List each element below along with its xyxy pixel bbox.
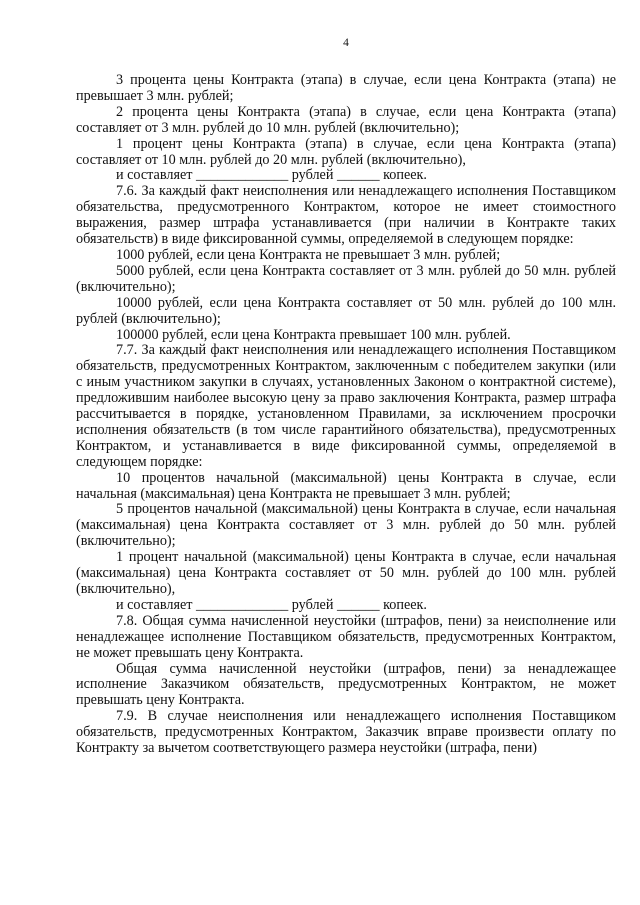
paragraph: и составляет _____________ рублей ______ копеек. [116, 596, 427, 613]
paragraph: Общая сумма начисленной неустойки (штрафов, пени) за ненадлежащее исполнение Заказчиком обязательств, предусмотренных Контрактом, не может превышать цену Контракта. [76, 660, 616, 709]
paragraph: 5 процентов начальной (максимальной) цены Контракта в случае, если начальная (максимальная) цена Контракта составляет от 3 млн. рублей до 50 млн. рублей (включительно); [76, 501, 616, 550]
paragraph: 1 процент начальной (максимальной) цены Контракта в случае, если начальная (максимальная) цена Контракта составляет от 50 млн. рублей до 100 млн. рублей (включительно), [76, 549, 616, 597]
paragraph: 2 процента цены Контракта (этапа) в случае, если цена Контракта (этапа) составляет от 3 млн. рублей до 10 млн. рублей (включительно); [76, 103, 616, 136]
paragraph: и составляет _____________ рублей ______ копеек. [116, 167, 427, 184]
paragraph: 7.7. За каждый факт неисполнения или ненадлежащего исполнения Поставщиком обязательств, предусмотренных Контрактом, заключенным с победителем закупки (или с иным участником закупки в случаях, установленных Законом о контрактной системе), предложившим наиболее высокую цену за право заключения Контракта, размер штрафа рассчитывается в порядке, установленном Правилами, за исключением просрочки исполнения обязательств (в том числе гарантийного обязательства), предусмотренных Контрактом, и устанавливается в виде фиксированной суммы, определяемой в следующем порядке: [76, 342, 616, 470]
paragraph: 1 процент цены Контракта (этапа) в случае, если цена Контракта (этапа) составляет от 10 млн. рублей до 20 млн. рублей (включительно), [76, 135, 616, 168]
paragraph: 10 процентов начальной (максимальной) цены Контракта в случае, если начальная (максимальная) цена Контракта не превышает 3 млн. рублей; [76, 469, 616, 502]
paragraph: 10000 рублей, если цена Контракта составляет от 50 млн. рублей до 100 млн. рублей (включительно); [76, 294, 616, 327]
paragraph: 3 процента цены Контракта (этапа) в случае, если цена Контракта (этапа) не превышает 3 млн. рублей; [76, 72, 616, 104]
paragraph: 7.6. За каждый факт неисполнения или ненадлежащего исполнения Поставщиком обязательства, предусмотренного Контрактом, которое не имеет стоимостного выражения, размер штрафа устанавливается (при наличии в Контракте таких обязательств) в виде фиксированной суммы, определяемой в следующем порядке: [76, 183, 616, 248]
paragraph: 7.9. В случае неисполнения или ненадлежащего исполнения Поставщиком обязательств, предусмотренных Контрактом, Заказчик вправе произвести оплату по Контракту за вычетом соответствующего размера неустойки (штрафа, пени) [76, 708, 616, 757]
paragraph: 100000 рублей, если цена Контракта превышает 100 млн. рублей. [116, 326, 511, 343]
paragraph: 5000 рублей, если цена Контракта составляет от 3 млн. рублей до 50 млн. рублей (включительно); [76, 262, 616, 295]
paragraph: 1000 рублей, если цена Контракта не превышает 3 млн. рублей; [116, 246, 501, 263]
document-body [76, 73, 616, 757]
page-number: 4 [343, 37, 349, 49]
paragraph: 7.8. Общая сумма начисленной неустойки (штрафов, пени) за неисполнение или ненадлежащее исполнение Поставщиком обязательств, предусмотренных Контрактом, не может превышать цену Контракта. [76, 612, 616, 661]
